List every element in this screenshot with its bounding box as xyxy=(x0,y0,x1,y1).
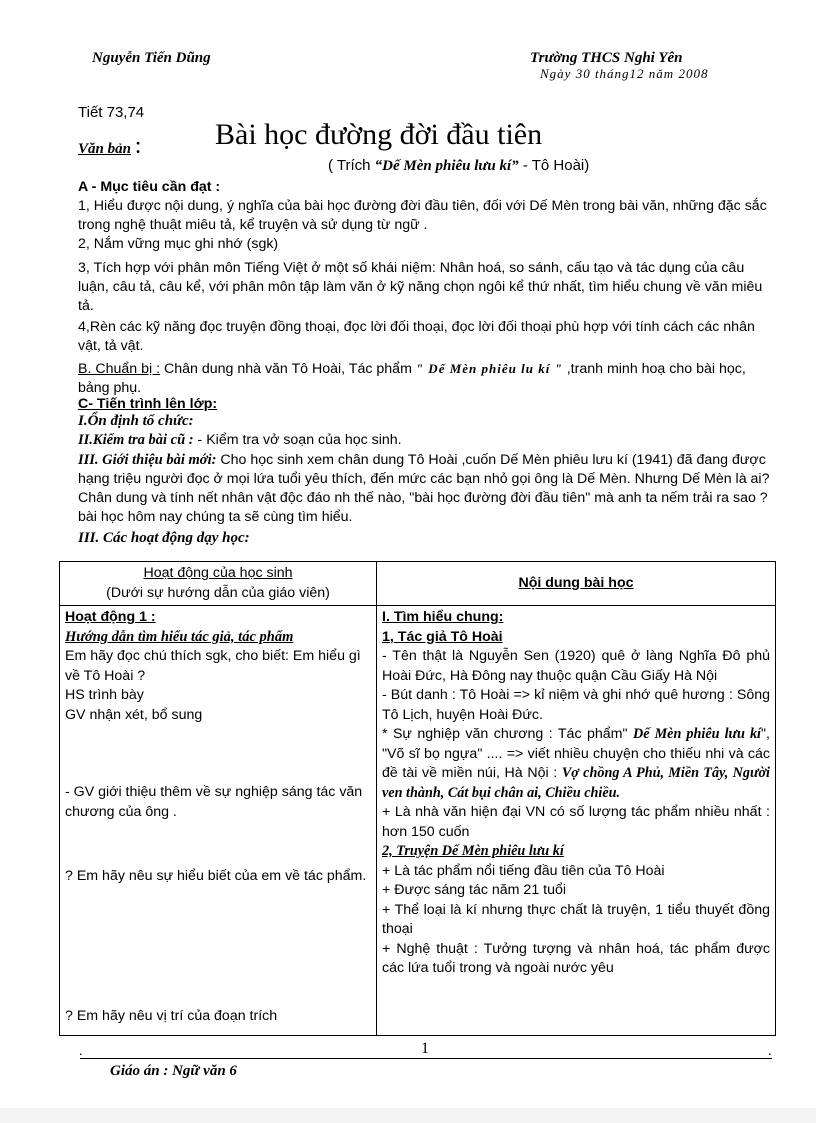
right-column-header xyxy=(377,562,776,606)
career-text-a: * Sự nghiệp văn chương : Tác phẩm" xyxy=(382,726,633,742)
table-content-row xyxy=(60,606,776,1036)
footer-rule xyxy=(80,1058,772,1059)
author-name: Nguyễn Tiến Dũng xyxy=(92,50,211,66)
objective-2: 2, Nắm vững mục ghi nhớ (sgk) xyxy=(78,236,279,252)
preparation xyxy=(78,359,778,398)
career-text-b: ", "Võ sĩ bọ ngựa" .... => viết nhiều chuyện cho thiếu nhi và các đề tài về miền núi, Hà Nội : xyxy=(382,726,770,781)
objective-3: 3, Tích hợp với phân môn Tiếng Việt ở một số khái niệm: Nhân hoá, so sánh, cấu tạo và tác dụng của câu luận, câu tả, câu kể, với phân môn tập làm văn ở kỹ năng chọn ngôi kể thứ nhất, tìm hiểu chung về văn miêu tả. xyxy=(78,260,763,314)
author-heading: 1, Tác giả Tô Hoài xyxy=(382,628,503,645)
table-header-row xyxy=(60,562,776,606)
left-header-title: Hoạt động của học sinh xyxy=(143,565,293,581)
author-real-name: - Tên thật là Nguyễn Sen (1920) quê ở làng Nghĩa Đô phủ Hoài Đức, Hà Đông nay thuộc quận Cầu Giấy Hà Nội xyxy=(382,648,770,684)
left-column-header xyxy=(60,562,377,606)
step2-text: - Kiểm tra vở soạn của học sinh. xyxy=(193,432,402,448)
objectives-heading: A - Mục tiêu cần đạt : xyxy=(78,179,221,195)
activity-1-goal: Hướng dẫn tìm hiểu tác giả, tác phẩm xyxy=(65,628,294,645)
work-fact-1: + Là tác phẩm nổi tiếng đầu tiên của Tô Hoài xyxy=(382,862,665,879)
objective-4: 4,Rèn các kỹ năng đọc truyện đồng thoại, đọc lời đối thoại, đọc lời đối thoại phù hợp với tính cách các nhân vật, tả vật. xyxy=(78,319,755,354)
right-column-content xyxy=(377,606,776,1036)
text-label-colon: : xyxy=(134,133,142,159)
teacher-comments: GV nhận xét, bổ sung xyxy=(65,706,203,723)
right-header-title: Nội dung bài học xyxy=(518,574,634,591)
objective-1: 1, Hiểu được nội dung, ý nghĩa của bài học đường đời đầu tiên, đối với Dế Mèn trong bài văn, những đặc sắc trong nghệ thuật miêu tả, kể truyện và sử dụng từ ngữ . xyxy=(78,198,767,233)
activities-heading: III. Các hoạt động dạy học: xyxy=(78,530,250,546)
question-excerpt-position: ? Em hãy nêu vị trí của đoạn trích xyxy=(65,1007,278,1024)
source-work: “Dế Mèn phiêu lưu kí” xyxy=(374,158,519,174)
page-bottom-edge xyxy=(0,1108,816,1123)
footer-dot-right: . xyxy=(768,1044,772,1059)
footer-dot-left: . xyxy=(79,1044,83,1059)
teacher-introduces-career: - GV giới thiệu thêm về sự nghiệp sáng tác văn chương của ông . xyxy=(65,784,363,820)
author-career xyxy=(382,725,770,803)
source-prefix: ( Trích xyxy=(328,157,375,174)
section-general: I. Tìm hiểu chung: xyxy=(382,609,504,625)
work-fact-3: + Thể loại là kí nhưng thực chất là truyện, 1 tiểu thuyết đồng thoại xyxy=(382,901,770,937)
text-label-word: Văn bản xyxy=(78,141,131,157)
lesson-date: Ngày 30 tháng12 năm 2008 xyxy=(540,66,709,81)
step2-label: II.Kiểm tra bài cũ : xyxy=(78,432,194,448)
preparation-text-b: ,tranh minh hoạ cho bài học, bảng phụ. xyxy=(78,361,746,396)
work-fact-4: + Nghệ thuật : Tưởng tượng và nhân hoá, tác phẩm được các lứa tuổi trong và ngoài nước yêu xyxy=(382,940,770,976)
activity-1-title: Hoạt động 1 : xyxy=(65,609,156,625)
author-pen-name: - Bút danh : Tô Hoài => kỉ niệm và ghi nhớ quê hương : Sông Tô Lịch, huyện Hoài Đức. xyxy=(382,687,770,723)
question-work: ? Em hãy nêu sự hiểu biết của em về tác phẩm. xyxy=(65,868,367,884)
page-number: 1 xyxy=(421,1040,429,1057)
source-line xyxy=(328,156,589,176)
preparation-text-a: Chân dung nhà văn Tô Hoài, Tác phẩm xyxy=(160,361,416,377)
career-work-1: Dế Mèn phiêu lưu kí xyxy=(632,726,762,742)
school-name: Trường THCS Nghi Yên xyxy=(530,50,683,66)
lesson-table xyxy=(59,561,776,1036)
work-heading: 2, Truyện Dế Mèn phiêu lưu kí xyxy=(382,843,564,859)
preparation-work: " Dế Mèn phiêu lu kí " xyxy=(415,361,563,376)
source-suffix: - Tô Hoài) xyxy=(518,157,590,174)
work-fact-2: + Được sáng tác năm 21 tuổi xyxy=(382,882,567,898)
procedure-heading: C- Tiến trình lên lớp: xyxy=(78,396,218,412)
step-introduction xyxy=(78,451,778,527)
text-label xyxy=(78,133,141,160)
period-label: Tiết 73,74 xyxy=(78,104,145,121)
footer-subject: Giáo án : Ngữ văn 6 xyxy=(110,1063,237,1079)
page-title: Bài học đường đời đầu tiên xyxy=(215,118,543,151)
left-header-subtitle: (Dưới sự hướng dẫn của giáo viên) xyxy=(106,584,330,601)
author-output: + Là nhà văn hiện đại VN có số lượng tác phẩm nhiều nhất : hơn 150 cuốn xyxy=(382,804,770,840)
student-presents: HS trình bày xyxy=(65,687,144,703)
step3-text: Cho học sinh xem chân dung Tô Hoài ,cuốn Dế Mèn phiêu lưu kí (1941) đã đang được hạng triệu người đọc ở mọi lứa tuổi yêu thích, đến mức các bạn nhỏ gọi ông là Dế Mèn. Nhưng Dế Mèn là ai? Chân dung và tính nết nhân vật độc đáo nh thế nào, "bài học đường đời đầu tiên" mà anh ta nếm trải ra sao ? bài học hôm nay chúng ta sẽ cùng tìm hiểu. xyxy=(78,452,770,525)
left-column-content xyxy=(60,606,377,1036)
step-stabilize: I.Ổn định tổ chức: xyxy=(78,413,194,429)
preparation-label: B. Chuẩn bị : xyxy=(78,361,161,377)
question-author: Em hãy đọc chú thích sgk, cho biết: Em hiểu gì về Tô Hoài ? xyxy=(65,648,361,684)
career-works: Vợ chồng A Phủ, Miền Tây, Người ven thành, Cát bụi chân ai, Chiều chiều. xyxy=(382,765,770,801)
step-check-homework xyxy=(78,431,402,450)
step3-label: III. Giới thiệu bài mới: xyxy=(78,452,217,468)
